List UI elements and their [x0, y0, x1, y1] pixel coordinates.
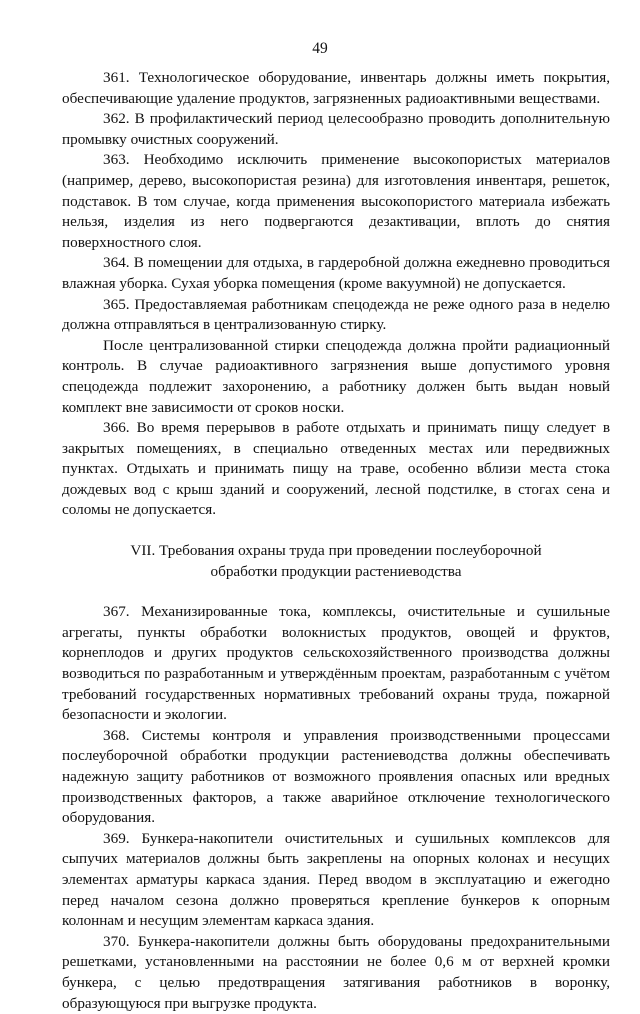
paragraph-368: 368. Системы контроля и управления производственными процессами послеуборочной обработки продукции растениеводства должны обеспечивать надежную защиту работников от возможного проявления опасных или вредных производственных факторов, а также аварийное отключение технологического оборудования. [62, 726, 610, 827]
section-heading-line-1: VII. Требования охраны труда при проведении послеуборочной [130, 542, 542, 560]
paragraph-366: 366. Во время перерывов в работе отдыхать и принимать пищу следует в закрытых помещениях, в специально отведенных местах или передвижных пунктах. Отдыхать и принимать пищу на траве, особенно вблизи места стока дождевых вод с крыш зданий и сооружений, лесной подстилке, в стогах сена и соломы не допускается. [62, 419, 610, 519]
page-number: 49 [312, 40, 328, 57]
paragraph-365-continued: После централизованной стирки спецодежда должна пройти радиационный контроль. В случае радиоактивного загрязнения выше допустимого уровня спецодежда подлежит захоронению, а работнику должен быть выдан новый комплект вне зависимости от сроков носки. [62, 336, 610, 416]
section-heading-line-2: обработки продукции растениеводства [210, 562, 462, 580]
paragraph-361: 361. Технологическое оборудование, инвентарь должны иметь покрытия, обеспечивающие удаление продуктов, загрязненных радиоактивными веществами. [62, 69, 610, 107]
document-body [62, 68, 610, 1014]
paragraph-362: 362. В профилактический период целесообразно проводить дополнительную промывку очистных сооружений. [62, 110, 610, 148]
section-heading [62, 521, 610, 602]
paragraph-364: 364. В помещении для отдыха, в гардеробной должна ежедневно проводиться влажная уборка. Сухая уборка помещения (кроме вакуумной) не допускается. [62, 254, 610, 292]
paragraph-365: 365. Предоставляемая работникам спецодежда не реже одного раза в неделю должна отправляться в централизованную стирку. [62, 295, 610, 334]
paragraph-369: 369. Бункера-накопители очистительных и сушильных комплексов для сыпучих материалов должны быть закреплены на опорных колонах и несущих элементах арматуры каркаса здания. Перед вводом в эксплуатацию и ежегодно перед началом сезона должно проверяться крепление бункеров к опорным колоннам и несущим элементам каркаса здания. [62, 829, 610, 930]
paragraph-363: 363. Необходимо исключить применение высокопористых материалов (например, дерево, высокопористая резина) для изготовления инвентаря, решеток, подставок. В том случае, когда применения высокопористого материала избежать нельзя, изделия из него подвергаются дезактивации, вплоть до снятия поверхностного слоя. [62, 151, 610, 251]
paragraph-367: 367. Механизированные тока, комплексы, очистительные и сушильные агрегаты, пункты обработки волокнистых продуктов, овощей и фруктов, корнеплодов и других продуктов сельскохозяйственного производства должны возводиться по разработанным и утверждённым проектам, разработанным с учётом требований государственных нормативных требований охраны труда, пожарной безопасности и экологии. [62, 603, 610, 724]
paragraph-370: 370. Бункера-накопители должны быть оборудованы предохранительными решетками, установленными на расстоянии не более 0,6 м от верхней кромки бункера, с целью предотвращения затягивания работников в воронку, образующуюся при выгрузке продукта. [62, 932, 610, 1012]
